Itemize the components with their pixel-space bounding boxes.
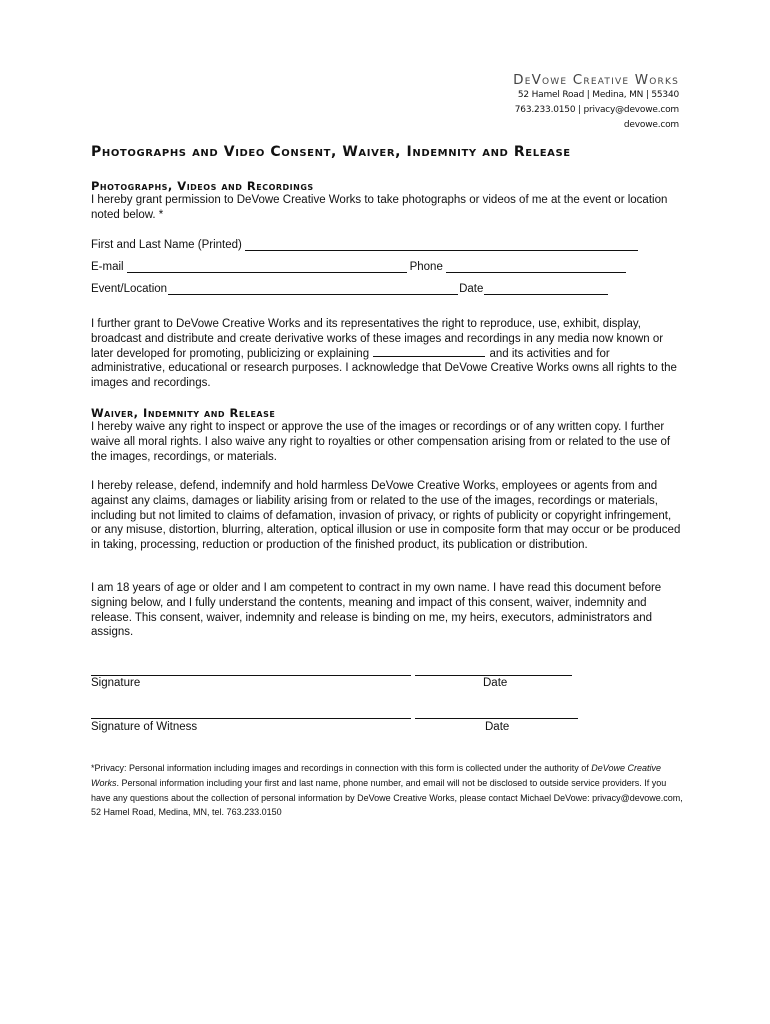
privacy-text-part1: *Privacy: Personal information including images and recordings in connection with this form is collected under the authority of [91,763,589,773]
email-label: E-mail [91,261,124,273]
company-address: 52 Hamel Road | Medina, MN | 55340 [517,90,679,100]
witness-signature-label: Signature of Witness [91,721,198,733]
event-date-row [91,280,609,295]
name-label: First and Last Name (Printed) [91,239,242,251]
company-website: devowe.com [623,120,679,130]
signature-label: Signature [91,677,141,689]
letterhead [513,72,679,133]
phone-input-line[interactable] [446,261,626,273]
name-input-line[interactable] [245,239,638,251]
grant-rights-paragraph [91,317,683,391]
event-date-label: Date [459,283,484,295]
event-date-input-line[interactable] [484,283,608,295]
privacy-text-part2: . Personal information including your first and last name, phone number, and email will not be disclosed to outside service providers. If you have any questions about the collection of personal information by DeVowe Creative Works, please contact Michael DeVowe: privacy@devowe.com, 52 Hamel Road, Medina, MN, tel. 763.233.0150 [91,777,683,818]
email-phone-row [91,258,629,273]
witness-signature-line[interactable] [91,718,411,719]
permission-intro: I hereby grant permission to DeVowe Creative Works to take photographs or videos of me at the event or location noted below. * [91,194,668,221]
grant-text-part1: I further grant to DeVowe Creative Works and its representatives the right to reproduce, use, exhibit, display, broadcast and distribute and create derivative works of these images and recordings in any media now known or later developed for promoting, publicizing or explaining [91,318,664,360]
company-contact: 763.233.0150 | privacy@devowe.com [514,105,679,115]
section-heading-waiver: Waiver, Indemnity and Release [91,406,276,420]
name-field-row [91,236,641,251]
waiver-paragraph: I hereby waive any right to inspect or approve the use of the images or recordings or of any written copy. I further waive all moral rights. I also waive any right to royalties or other compensation arising from or related to the use of the images, recordings, or materials. [91,421,671,463]
signature-line[interactable] [91,675,411,676]
indemnity-paragraph: I hereby release, defend, indemnify and hold harmless DeVowe Creative Works, employees or agents from and against any claims, damages or liability arising from or related to the use of the images, recordings or materials, including but not limited to claims of defamation, invasion of privacy, or rights of publicity or copyright infringement, or any misuse, distortion, blurring, alteration, optical illusion or use in composite form that may occur or be produced in taking, processing, reduction or production of the finished product, its publication or distribution. [91,480,681,552]
grant-text-part2: and its activities and for administrative, educational or research purposes. I acknowledge that DeVowe Creative Works owns all rights to the images and recordings. [91,347,677,390]
email-input-line[interactable] [127,261,407,273]
privacy-company-italic: DeVowe Creative Works [91,763,661,788]
event-location-input-line[interactable] [168,283,458,295]
phone-label: Phone [409,261,443,273]
age-competency-paragraph: I am 18 years of age or older and I am competent to contract in my own name. I have read this document before signing below, and I fully understand the contents, meaning and impact of this consent, waiver, indemnity and release. This consent, waiver, indemnity and release is binding on me, my heirs, executors, administrators and assigns. [91,582,662,639]
witness-date-line[interactable] [415,718,578,719]
witness-date-label: Date [485,721,510,733]
signature-date-line[interactable] [415,675,572,676]
privacy-footnote [91,761,683,820]
event-location-label: Event/Location [91,283,168,295]
form-title: Photographs and Video Consent, Waiver, Indemnity and Release [91,144,571,160]
section-heading-photographs: Photographs, Videos and Recordings [91,179,314,193]
signature-date-label: Date [483,677,508,689]
company-name: DeVowe Creative Works [513,72,679,88]
purpose-input-line[interactable] [373,347,485,357]
